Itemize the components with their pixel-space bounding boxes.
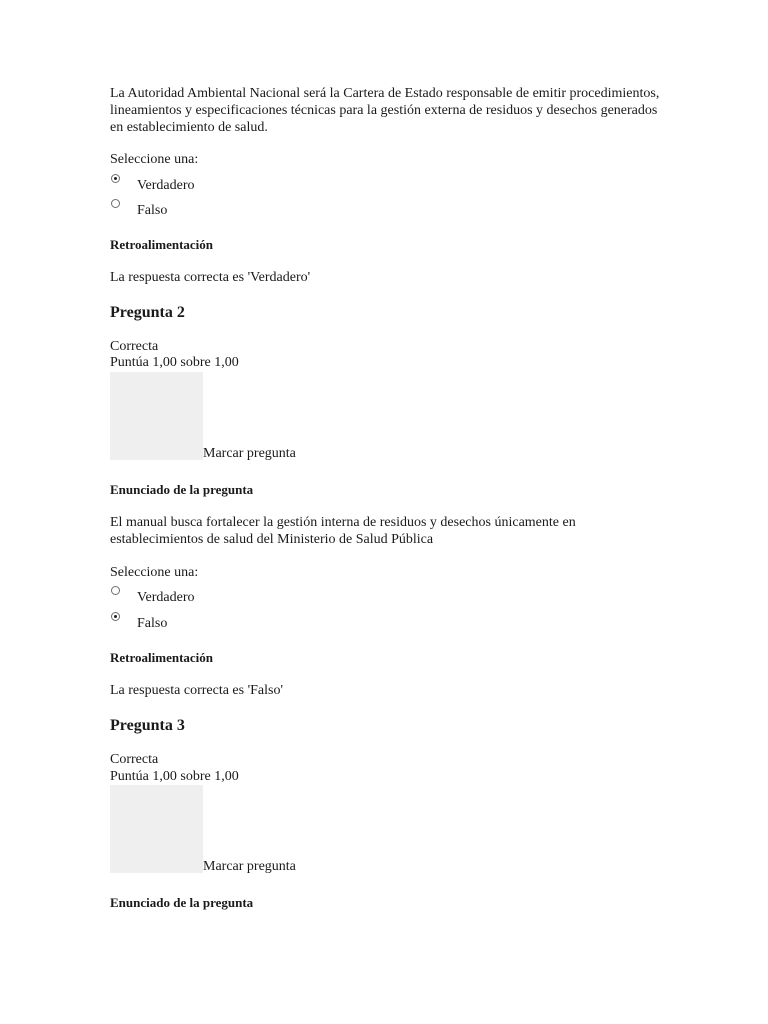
question-text: La Autoridad Ambiental Nacional será la Cartera de Estado responsable de emitir procedimientos, lineamientos y especificaciones técnicas para la gestión externa de residuos y desechos generados en establecimiento de salud.: [110, 86, 660, 135]
statement-heading: Enunciado de la pregunta: [110, 895, 254, 910]
option-label: Verdadero: [137, 178, 195, 193]
flag-icon[interactable]: [110, 785, 203, 873]
statement-heading: Enunciado de la pregunta: [110, 482, 254, 497]
radio-button[interactable]: [111, 199, 120, 208]
question-text: El manual busca fortalecer la gestión interna de residuos y desechos únicamente en establecimientos de salud del Ministerio de Salud Pública: [110, 515, 576, 547]
option-label: Falso: [137, 616, 168, 631]
question-status: Correcta: [110, 752, 159, 767]
option-label: Falso: [137, 203, 168, 218]
feedback-text: La respuesta correcta es 'Falso': [110, 683, 283, 698]
question-title: Pregunta 3: [110, 717, 185, 734]
question-2-block: [110, 514, 670, 548]
answer-option[interactable]: [110, 611, 670, 636]
select-label: Seleccione una:: [110, 565, 199, 580]
question-title: Pregunta 2: [110, 304, 185, 321]
flag-question-row[interactable]: [110, 785, 670, 875]
answer-option[interactable]: [110, 198, 670, 223]
radio-button-checked[interactable]: [111, 174, 120, 183]
feedback-heading: Retroalimentación: [110, 237, 214, 252]
feedback-text: La respuesta correcta es 'Verdadero': [110, 270, 311, 285]
answer-option[interactable]: [110, 173, 670, 198]
select-label-text: Seleccione una:: [110, 152, 199, 167]
radio-button[interactable]: [111, 586, 120, 595]
flag-question-link[interactable]: Marcar pregunta: [203, 859, 296, 874]
question-score: Puntúa 1,00 sobre 1,00: [110, 355, 239, 370]
feedback-heading: Retroalimentación: [110, 650, 214, 665]
radio-button-checked[interactable]: [111, 612, 120, 621]
question-status: Correcta: [110, 339, 159, 354]
answer-option[interactable]: [110, 585, 670, 610]
flag-question-link[interactable]: Marcar pregunta: [203, 446, 296, 461]
question-score: Puntúa 1,00 sobre 1,00: [110, 769, 239, 784]
option-label: Verdadero: [137, 590, 195, 605]
flag-question-row[interactable]: [110, 372, 670, 462]
flag-icon[interactable]: [110, 372, 203, 460]
question-1-block: [110, 85, 670, 136]
select-label: [110, 152, 670, 168]
